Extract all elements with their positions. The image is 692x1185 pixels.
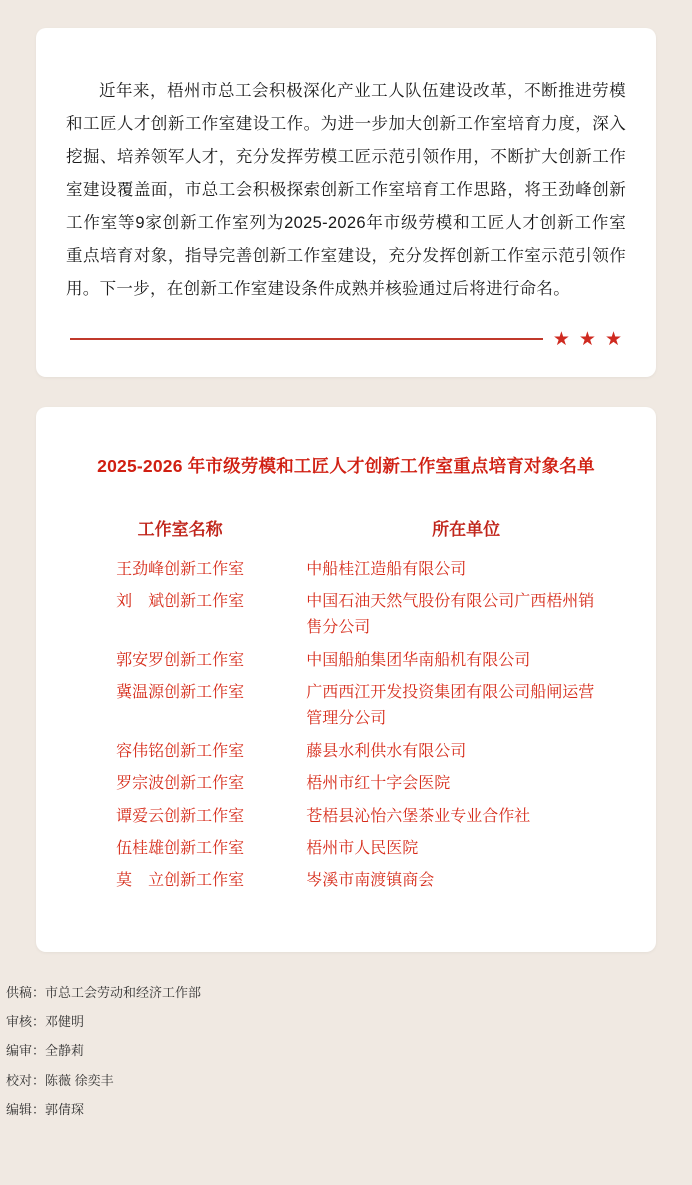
credit-line-contributor: 供稿：市总工会劳动和经济工作部 xyxy=(6,984,202,1000)
column-header-unit: 所在单位 xyxy=(432,519,501,539)
credits-footer xyxy=(0,978,692,1148)
table-row xyxy=(60,677,632,736)
cell-unit: 藤县水利供水有限公司 xyxy=(306,742,467,760)
column-header-studio-name: 工作室名称 xyxy=(137,519,223,539)
article-card xyxy=(36,28,656,377)
cell-unit: 苍梧县沁怡六堡茶业专业合作社 xyxy=(306,807,531,825)
cell-studio-name: 罗宗波创新工作室 xyxy=(116,775,245,793)
star-icon: ★ xyxy=(604,328,622,350)
table-header-row xyxy=(60,514,632,554)
article-paragraph: 近年来，梧州市总工会积极深化产业工人队伍建设改革，不断推进劳模和工匠人才创新工作室建设工作。为进一步加大创新工作室培育力度，深入挖掘、培养领军人才，充分发挥劳模工匠示范引领作用，不断扩大创新工作室建设覆盖面，市总工会积极探索创新工作室培育工作思路，将王劲峰创新工作室等9家创新工作室列为2025-2026年市级劳模和工匠人才创新工作室重点培育对象，指导完善创新工作室建设，充分发挥创新工作室示范引领作用。下一步，在创新工作室建设条件成熟并核验通过后将进行命名。 xyxy=(66,81,626,298)
star-icon: ★ xyxy=(552,328,570,350)
cell-unit: 梧州市红十字会医院 xyxy=(306,775,451,793)
roster-table xyxy=(60,514,632,898)
credit-line-editor-in-chief: 编审：全静莉 xyxy=(6,1043,85,1059)
table-row xyxy=(60,586,632,645)
table-row xyxy=(60,554,632,586)
roster-card xyxy=(36,407,656,952)
cell-studio-name: 容伟铭创新工作室 xyxy=(116,742,245,760)
credit-line-editor: 编辑：郭倩琛 xyxy=(6,1101,85,1117)
table-row xyxy=(60,645,632,677)
credit-line-reviewer: 审核：邓健明 xyxy=(6,1014,85,1030)
cell-unit: 广西西江开发投资集团有限公司船闸运营管理分公司 xyxy=(306,684,595,728)
divider-line xyxy=(70,338,543,340)
cell-studio-name: 郭安罗创新工作室 xyxy=(116,651,245,669)
cell-studio-name: 莫 立创新工作室 xyxy=(116,872,245,890)
roster-title: 2025-2026 年市级劳模和工匠人才创新工作室重点培育对象名单 xyxy=(97,455,595,476)
decorative-divider xyxy=(66,330,626,355)
cell-studio-name: 王劲峰创新工作室 xyxy=(116,560,245,578)
cell-unit: 中国船舶集团华南船机有限公司 xyxy=(306,651,531,669)
table-row xyxy=(60,865,632,897)
table-row xyxy=(60,833,632,865)
star-group xyxy=(553,330,622,349)
article-page xyxy=(0,28,692,1185)
cell-studio-name: 谭爱云创新工作室 xyxy=(116,807,245,825)
cell-studio-name: 刘 斌创新工作室 xyxy=(116,592,245,610)
star-icon: ★ xyxy=(578,328,596,350)
table-row xyxy=(60,801,632,833)
cell-unit: 梧州市人民医院 xyxy=(306,840,419,858)
table-row xyxy=(60,768,632,800)
cell-studio-name: 伍桂雄创新工作室 xyxy=(116,840,245,858)
cell-studio-name: 冀温源创新工作室 xyxy=(116,684,245,702)
credit-line-proofreader: 校对：陈薇 徐奕丰 xyxy=(6,1072,114,1088)
cell-unit: 中国石油天然气股份有限公司广西梧州销售分公司 xyxy=(306,592,595,637)
cell-unit: 岑溪市南渡镇商会 xyxy=(306,872,435,890)
cell-unit: 中船桂江造船有限公司 xyxy=(306,560,467,578)
table-row xyxy=(60,736,632,768)
